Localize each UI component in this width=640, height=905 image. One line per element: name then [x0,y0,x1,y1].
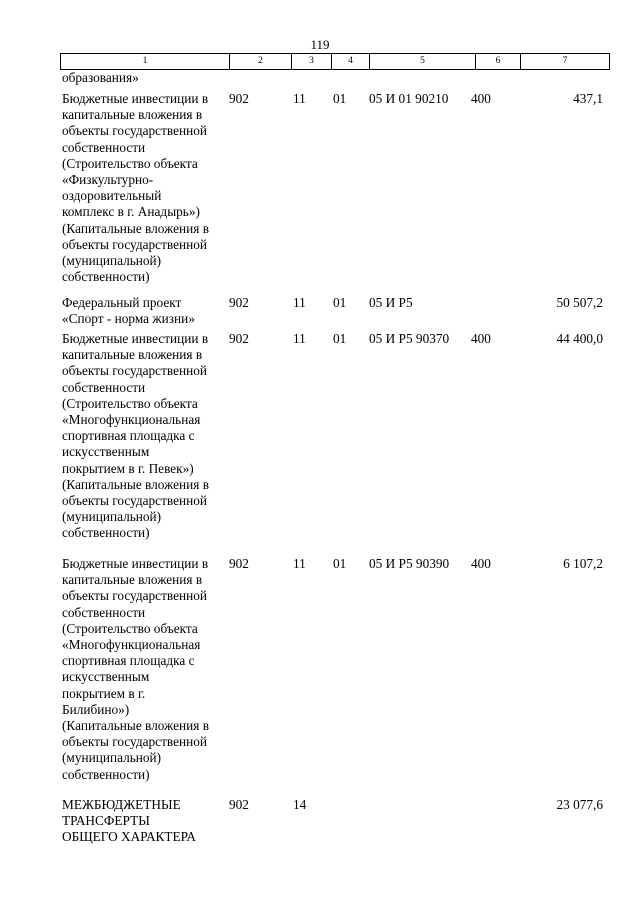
column-header-4: 4 [332,54,370,70]
row-amount: 6 107,2 [563,556,603,571]
row-admin-code: 902 [229,556,249,571]
row-expense-type: 400 [471,331,491,346]
page-number: 119 [310,37,330,52]
column-header-6: 6 [476,54,521,70]
row-amount: 50 507,2 [556,295,603,310]
column-header-5: 5 [370,54,476,70]
row-target-code: 05 И Р5 90370 [369,331,450,346]
column-header-3: 3 [292,54,332,70]
row-expense-type: 400 [471,91,491,106]
row-section: 14 [293,797,307,812]
row-name: Бюджетные инвестиции в капитальные вложения в объекты государственной собственности (Строительство объекта «Физкультурно- оздоровительный комплекс в г. Анадырь») (Капитальные вложения в объекты государственной (муниципальной) собственности) [62,91,209,285]
row-name: образования» [62,70,139,85]
row-target-code: 05 И Р5 90390 [369,556,450,571]
row-admin-code: 902 [229,797,249,812]
column-header-7: 7 [521,54,610,70]
row-name: Федеральный проект «Спорт - норма жизни» [62,295,195,327]
row-expense-type: 400 [471,556,491,571]
row-section: 11 [293,331,306,346]
row-name: МЕЖБЮДЖЕТНЫЕ ТРАНСФЕРТЫ ОБЩЕГО ХАРАКТЕРА [62,797,196,845]
row-subsection: 01 [333,91,347,106]
row-name: Бюджетные инвестиции в капитальные вложения в объекты государственной собственности (Строительство объекта «Многофункциональная спортивная площадка с искусственным покрытием в г. Певек») (Капитальные вложения в объекты государственной (муниципальной) собственности) [62,331,209,541]
row-section: 11 [293,295,306,310]
row-name: Бюджетные инвестиции в капитальные вложения в объекты государственной собственности (Строительство объекта «Многофункциональная спортивная площадка с искусственным покрытием в г. Билибино») (Капитальные вложения в объекты государственной (муниципальной) собственности) [62,556,209,782]
column-header-1: 1 [61,54,230,70]
row-section: 11 [293,556,306,571]
row-target-code: 05 И 01 90210 [369,91,449,106]
row-admin-code: 902 [229,331,249,346]
row-subsection: 01 [333,295,347,310]
row-subsection: 01 [333,556,347,571]
row-subsection: 01 [333,331,347,346]
column-header-2: 2 [230,54,292,70]
row-target-code: 05 И Р5 [369,295,413,310]
row-admin-code: 902 [229,91,249,106]
row-amount: 23 077,6 [556,797,603,812]
row-amount: 437,1 [573,91,603,106]
column-header-row [60,53,610,70]
row-amount: 44 400,0 [556,331,603,346]
row-admin-code: 902 [229,295,249,310]
row-section: 11 [293,91,306,106]
